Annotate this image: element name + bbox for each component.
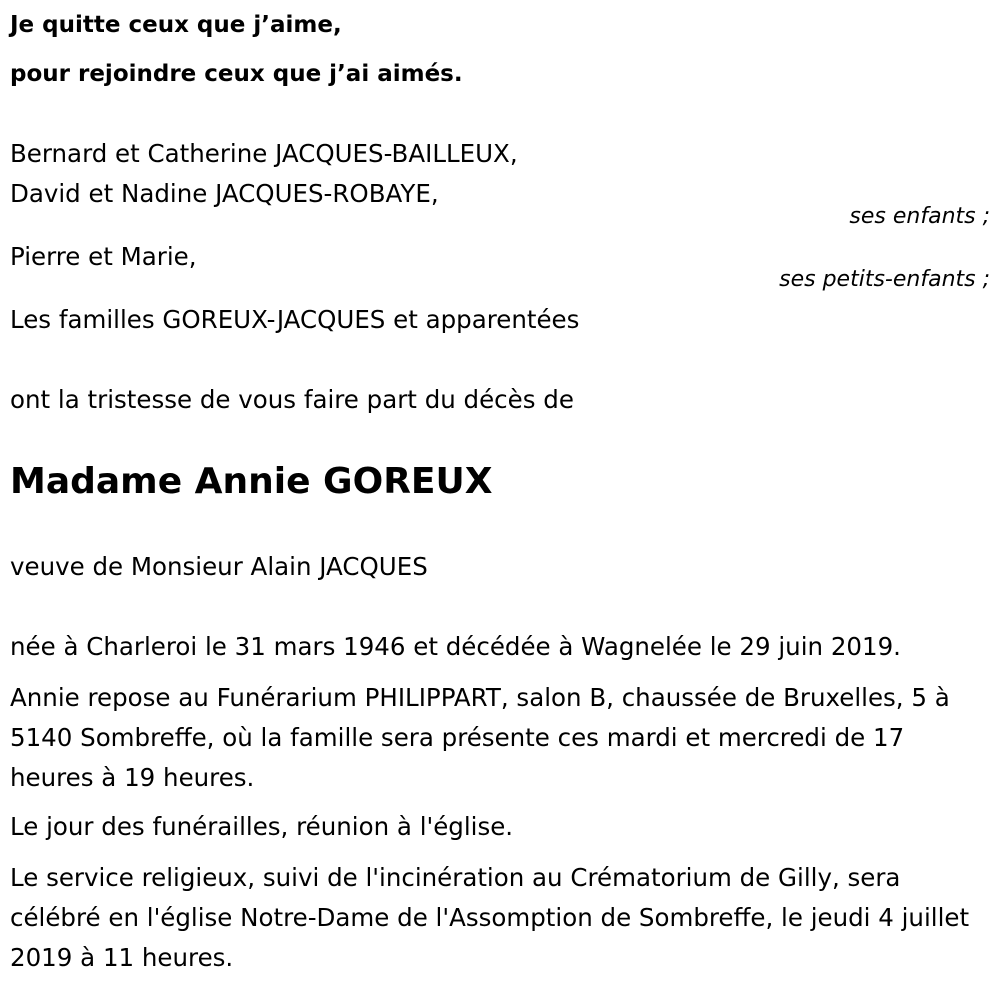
deceased-name: Madame Annie GOREUX [10, 461, 493, 502]
birth-death-line: née à Charleroi le 31 mars 1946 et décédée à Wagnelée le 29 juin 2019. [10, 632, 901, 661]
service-paragraph: Le service religieux, suivi de l'incinération au Crématorium de Gilly, sera célébré en l'église Notre-Dame de l'Assomption de Sombreffe, le jeudi 4 juillet 2019 à 11 heures. [10, 863, 970, 972]
families-line: Les familles GOREUX-JACQUES et apparentées [10, 305, 580, 334]
verse-line-2: pour rejoindre ceux que j’ai aimés. [10, 61, 463, 87]
announcement-line: ont la tristesse de vous faire part du décès de [10, 385, 574, 414]
children-role: ses enfants ; [849, 204, 990, 229]
verse-line-1: Je quitte ceux que j’aime, [10, 12, 342, 38]
funerarium-paragraph: Annie repose au Funérarium PHILIPPART, salon B, chaussée de Bruxelles, 5 à 5140 Sombreffe, où la famille sera présente ces mardi et mercredi de 17 heures à 19 heures. [10, 683, 950, 792]
children-line-2: David et Nadine JACQUES-ROBAYE, [10, 179, 439, 208]
widow-of-line: veuve de Monsieur Alain JACQUES [10, 552, 428, 581]
children-line-1: Bernard et Catherine JACQUES-BAILLEUX, [10, 139, 518, 168]
grandchildren-role: ses petits-enfants ; [779, 267, 990, 292]
grandchildren-names: Pierre et Marie, [10, 242, 197, 271]
meeting-line: Le jour des funérailles, réunion à l'église. [10, 812, 514, 841]
